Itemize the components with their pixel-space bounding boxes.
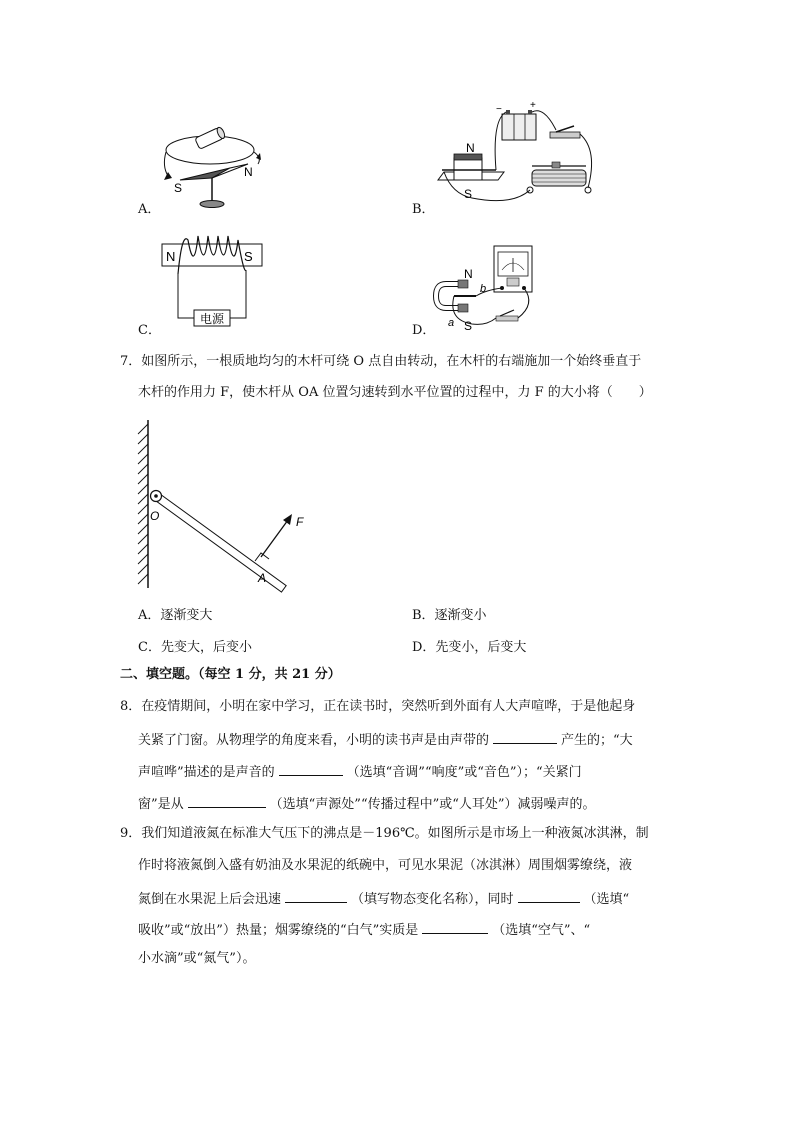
- q6-option-a[interactable]: A．: [138, 202, 161, 217]
- figure-c-electromagnet: [160, 230, 270, 330]
- figure-a-s-label: S: [174, 181, 183, 195]
- figure-b-s-label: S: [464, 187, 473, 201]
- q8-line-3: 声喧哗”描述的是声音的 （选填“音调”“响度”或“音色”）；“关紧门: [138, 765, 582, 780]
- q9-line-3: 氮倒在水果泥上后会迅速 （填写物态变化名称），同时 （选填“: [138, 892, 630, 907]
- figure-d-b-label: b: [480, 283, 487, 295]
- figure-d-n-label: N: [464, 267, 473, 281]
- figure-d-a-label: a: [448, 317, 455, 329]
- q8-line-1: 8．在疫情期间，小明在家中学习，正在读书时，突然听到外面有人大声喧哗，于是他起身: [120, 699, 636, 714]
- figure-c-power-label: 电源: [200, 312, 225, 326]
- q9-blank-3[interactable]: [422, 921, 488, 934]
- q9-blank-1[interactable]: [285, 890, 347, 903]
- q7-o-label: O: [150, 509, 160, 523]
- q6-option-c[interactable]: C．: [138, 323, 161, 338]
- figure-a-rotating-magnet: [160, 120, 270, 215]
- q7-stem-line-2: 木杆的作用力 F，使木杆从 OA 位置匀速转到水平位置的过程中，力 F 的大小将（ ）: [138, 385, 652, 400]
- figure-d-induction-galvanometer: [432, 240, 552, 335]
- q7-option-a[interactable]: A．逐渐变大: [138, 608, 213, 623]
- q7-lever-figure: [128, 416, 318, 596]
- q7-f-label: F: [296, 515, 304, 529]
- figure-c-n-label: N: [166, 249, 176, 264]
- q9-line-2: 作时将液氮倒入盛有奶油及水果泥的纸碗中，可见水果泥（冰淇淋）周围烟雾缭绕，液: [138, 858, 633, 873]
- q6-option-d[interactable]: D．: [412, 323, 436, 338]
- section-2-heading: 二、填空题。（每空 1 分，共 21 分）: [120, 667, 341, 682]
- q7-option-b[interactable]: B．逐渐变小: [412, 608, 487, 623]
- q7-option-d[interactable]: D．先变小，后变大: [412, 640, 527, 655]
- figure-b-minus-label: −: [496, 104, 502, 115]
- figure-b-plus-label: +: [530, 100, 536, 111]
- q8-line-4: 窗”是从 （选填“声源处”“传播过程中”或“人耳处”）减弱噪声的。: [138, 797, 596, 812]
- q7-option-c[interactable]: C．先变大，后变小: [138, 640, 252, 655]
- figure-c-s-label: S: [244, 249, 253, 264]
- q9-line-5: 小水滴”或“氮气”）。: [138, 951, 256, 966]
- q9-blank-2[interactable]: [518, 890, 580, 903]
- figure-b-n-label: N: [466, 141, 475, 155]
- q7-stem-line-1: 7．如图所示，一根质地均匀的木杆可绕 O 点自由转动，在木杆的右端施加一个始终垂直于: [120, 354, 642, 369]
- q8-blank-1[interactable]: [493, 731, 557, 744]
- figure-b-conductor-in-field: [432, 100, 602, 210]
- figure-a-n-label: N: [244, 165, 253, 179]
- q6-option-b[interactable]: B．: [412, 202, 435, 217]
- q8-blank-2[interactable]: [279, 763, 343, 776]
- q7-a-label: A: [258, 571, 267, 585]
- q9-line-1: 9．我们知道液氮在标准大气压下的沸点是－196℃。如图所示是市场上一种液氮冰淇淋，制: [120, 826, 649, 841]
- q8-line-2: 关紧了门窗。从物理学的角度来看，小明的读书声是由声带的 产生的；“大: [138, 733, 633, 748]
- q8-blank-3[interactable]: [188, 795, 266, 808]
- figure-d-s-label: S: [464, 319, 473, 333]
- q9-line-4: 吸收”或“放出”）热量；烟雾缭绕的“白气”实质是 （选填“空气”、“: [138, 923, 591, 938]
